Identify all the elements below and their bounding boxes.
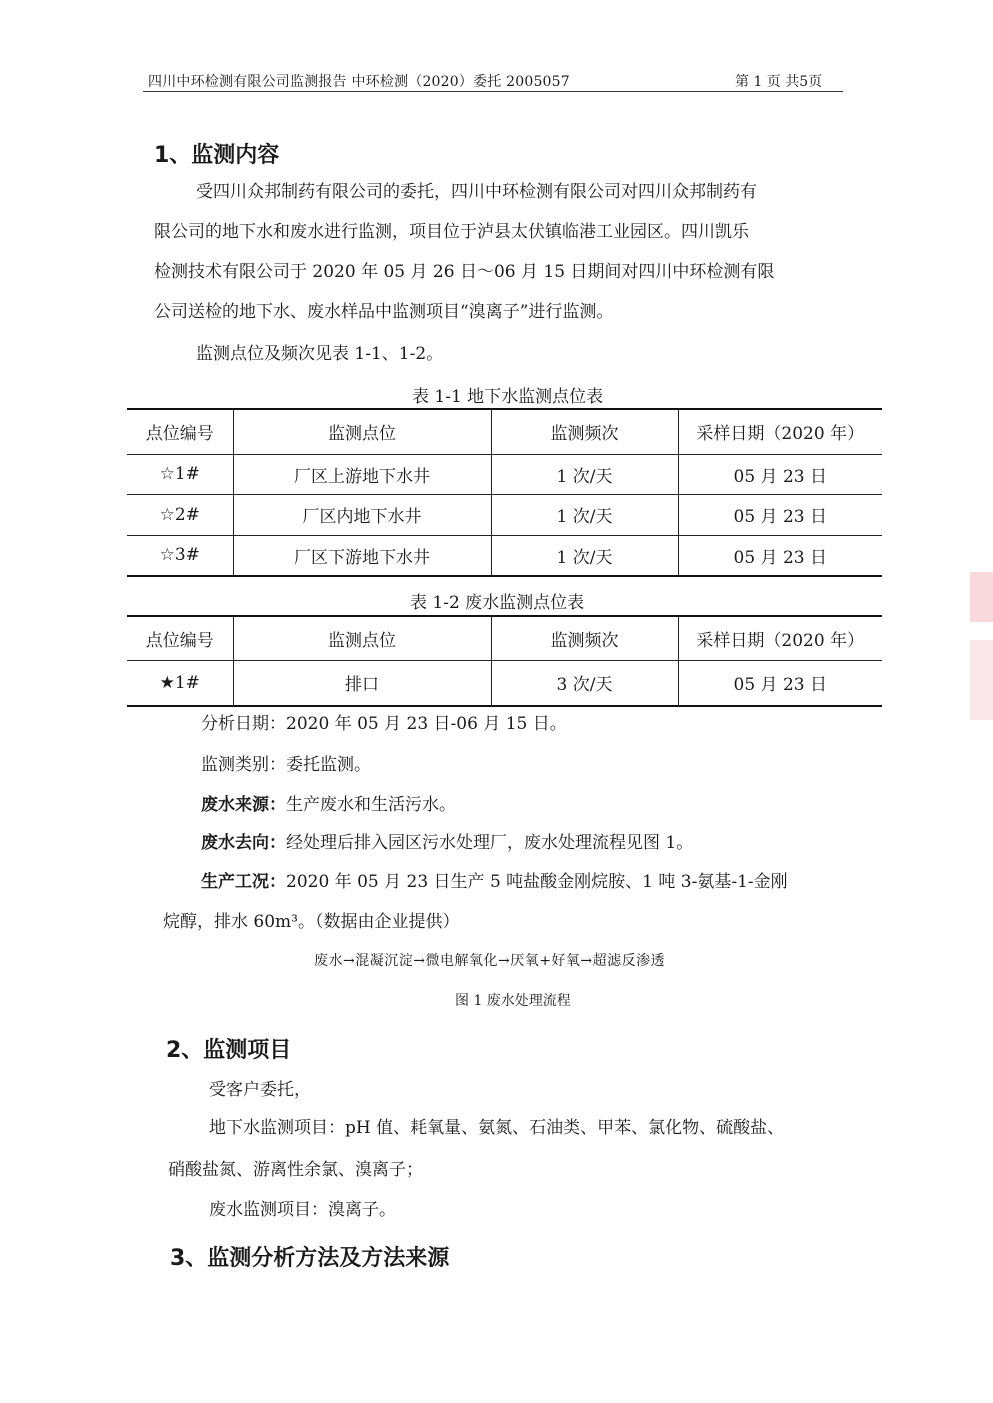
seal-stamp-fragment: [970, 572, 993, 622]
table-header-row: [127, 409, 882, 454]
table-2-caption: 表 1-2 废水监测点位表: [410, 593, 585, 613]
production-conditions: [201, 872, 788, 892]
wastewater-monitoring-table: [127, 615, 882, 707]
header-cell: 点位编号: [127, 409, 233, 454]
wastewater-destination-label: 废水去向：: [201, 833, 286, 853]
table-cell: 3 次/天: [491, 660, 678, 706]
table-cell: 05 月 23 日: [678, 660, 882, 706]
groundwater-monitoring-table: [127, 408, 882, 577]
section-2-line-2: 地下水监测项目：pH 值、耗氧量、氨氮、石油类、甲苯、氯化物、硫酸盐、: [209, 1118, 785, 1138]
table-row: [127, 660, 882, 706]
table-cell: 厂区下游地下水井: [233, 535, 491, 576]
section-2-line-4: 废水监测项目：溴离子。: [209, 1200, 396, 1220]
section-2-line-1: 受客户委托，: [209, 1080, 311, 1100]
wastewater-source-label: 废水来源：: [201, 795, 286, 815]
table-cell: ☆2#: [127, 494, 233, 535]
section-1-intro: 监测点位及频次见表 1-1、1-2。: [196, 344, 444, 364]
table-row: [127, 494, 882, 535]
page-number: 第 1 页 共5页: [735, 74, 823, 90]
monitoring-category: 监测类别：委托监测。: [201, 755, 371, 775]
table-cell: ☆1#: [127, 454, 233, 494]
table-cell: 05 月 23 日: [678, 535, 882, 576]
treatment-flow: 废水→混凝沉淀→微电解氧化→厌氧+好氧→超滤反渗透: [314, 953, 666, 969]
wastewater-destination: [201, 833, 693, 853]
table-row: [127, 535, 882, 576]
production-conditions-value: 2020 年 05 月 23 日生产 5 吨盐酸金刚烷胺、1 吨 3-氨基-1-金刚: [286, 872, 788, 892]
section-1-para-line-1: 受四川众邦制药有限公司的委托，四川中环检测有限公司对四川众邦制药有: [196, 182, 757, 202]
production-conditions-label: 生产工况：: [201, 872, 286, 892]
table-cell: 05 月 23 日: [678, 494, 882, 535]
table-cell: 厂区上游地下水井: [233, 454, 491, 494]
table-cell: 厂区内地下水井: [233, 494, 491, 535]
table-cell: 1 次/天: [491, 494, 678, 535]
header-cell: 监测频次: [491, 616, 678, 660]
table-cell: 1 次/天: [491, 535, 678, 576]
header-cell: 监测点位: [233, 409, 491, 454]
section-1-title: 1、监测内容: [154, 143, 280, 168]
table-header-row: [127, 616, 882, 660]
header-cell: 采样日期（2020 年）: [678, 616, 882, 660]
table-row: [127, 454, 882, 494]
section-2-title: 2、监测项目: [166, 1038, 292, 1063]
section-1-para-line-4: 公司送检的地下水、废水样品中监测项目“溴离子”进行监测。: [154, 302, 614, 322]
header-cell: 监测点位: [233, 616, 491, 660]
header-cell: 监测频次: [491, 409, 678, 454]
section-2-line-3: 硝酸盐氮、游离性余氯、溴离子；: [168, 1160, 423, 1180]
analysis-date: 分析日期：2020 年 05 月 23 日-06 月 15 日。: [201, 714, 567, 734]
header-cell: 点位编号: [127, 616, 233, 660]
header-cell: 采样日期（2020 年）: [678, 409, 882, 454]
section-1-para-line-2: 限公司的地下水和废水进行监测，项目位于泸县太伏镇临港工业园区。四川凯乐: [154, 222, 749, 242]
figure-1-caption: 图 1 废水处理流程: [455, 993, 571, 1009]
wastewater-destination-value: 经处理后排入园区污水处理厂，废水处理流程见图 1。: [286, 833, 694, 853]
wastewater-source-value: 生产废水和生活污水。: [286, 795, 456, 815]
section-1-para-line-3: 检测技术有限公司于 2020 年 05 月 26 日～06 月 15 日期间对四川中环检测有限: [154, 262, 775, 282]
header-divider: [143, 91, 843, 92]
section-3-title: 3、监测分析方法及方法来源: [170, 1246, 450, 1271]
seal-stamp-fragment: [970, 640, 993, 720]
table-cell: 1 次/天: [491, 454, 678, 494]
table-cell: 05 月 23 日: [678, 454, 882, 494]
table-cell: ★1#: [127, 660, 233, 706]
table-1-caption: 表 1-1 地下水监测点位表: [412, 387, 604, 407]
report-header-title: 四川中环检测有限公司监测报告 中环检测（2020）委托 2005057: [148, 74, 570, 90]
production-conditions-cont: 烷醇，排水 60m³。（数据由企业提供）: [163, 912, 460, 932]
table-cell: 排口: [233, 660, 491, 706]
table-cell: ☆3#: [127, 535, 233, 576]
wastewater-source: [201, 795, 456, 815]
